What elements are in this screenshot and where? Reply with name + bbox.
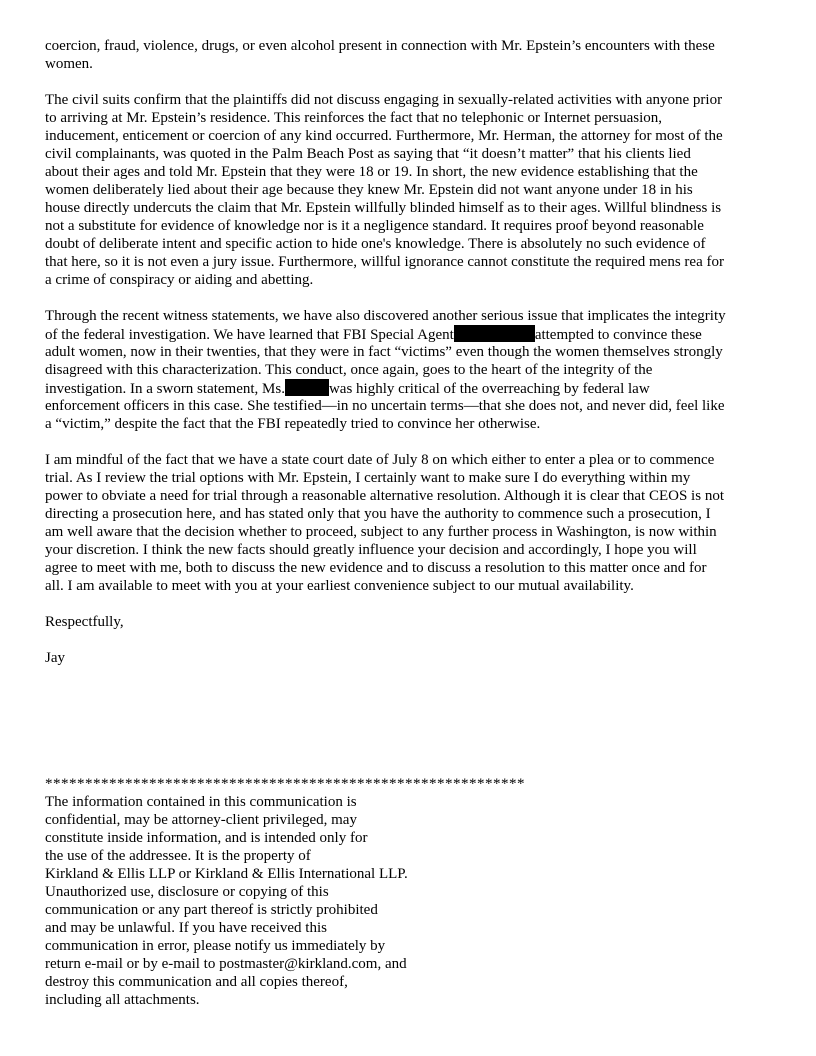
text-line: about their ages and told Mr. Epstein that they were 18 or 19. In short, the new evidence establishing that the (45, 164, 698, 180)
text-line: directing a prosecution here, and has stated only that you have the authority to commence such a prosecution, I (45, 506, 711, 522)
text-line: agree to meet with me, both to discuss the new evidence and to discuss a resolution to this matter once and for (45, 560, 707, 576)
text-line: adult women, now in their twenties, that they were in fact “victims” even though the women themselves strongly (45, 344, 723, 360)
notice-line: destroy this communication and all copies thereof, (45, 974, 348, 990)
paragraph-4 (45, 451, 773, 595)
text-line: doubt of deliberate intent and specific action to hide one's knowledge. There is absolutely no such evidence of (45, 236, 706, 252)
notice-line: confidential, may be attorney-client privileged, may (45, 812, 357, 828)
notice-line: return e-mail or by e-mail to postmaster@kirkland.com, and (45, 956, 407, 972)
notice-line: Unauthorized use, disclosure or copying of this (45, 884, 329, 900)
text-segment: was highly critical of the overreaching by federal law (328, 381, 650, 397)
text-line: enforcement officers in this case. She testified—in no uncertain terms—that she does not, and never did, feel like (45, 398, 725, 414)
redaction-block-agent-name (454, 325, 535, 342)
text-line: not a substitute for evidence of knowledge nor is it a negligence standard. It requires proof beyond reasonable (45, 218, 704, 234)
notice-line: and may be unlawful. If you have received this (45, 920, 327, 936)
text-line: to arriving at Mr. Epstein’s residence. This reinforces the fact that no telephonic or Internet persuasion, (45, 110, 663, 126)
letter-page (45, 37, 773, 1009)
notice-line: including all attachments. (45, 992, 200, 1008)
paragraph-1 (45, 37, 773, 73)
text-line: The civil suits confirm that the plaintiffs did not discuss engaging in sexually-related activities with anyone prior (45, 92, 723, 108)
text-line: a crime of conspiracy or aiding and abetting. (45, 272, 314, 288)
text-line: inducement, enticement or coercion of any kind occurred. Furthermore, Mr. Herman, the attorney for most of the (45, 128, 723, 144)
text-line-with-redaction (45, 379, 773, 397)
notice-line: constitute inside information, and is intended only for (45, 830, 368, 846)
text-line: that here, so it is not even a jury issue. Furthermore, willful ignorance cannot constitute the required mens rea for (45, 254, 724, 270)
text-line: disagreed with this characterization. This conduct, once again, goes to the heart of the integrity of the (45, 362, 653, 378)
text-line-with-redaction (45, 325, 773, 343)
text-line: women deliberately lied about their age because they knew Mr. Epstein did not want anyone under 18 in his (45, 182, 693, 198)
text-line: civil complainants, was quoted in the Palm Beach Post as saying that “it doesn’t matter” that his clients lied (45, 146, 691, 162)
notice-line: The information contained in this communication is (45, 794, 357, 810)
text-line: I am mindful of the fact that we have a state court date of July 8 on which either to enter a plea or to commence (45, 452, 715, 468)
text-segment: attempted to convince these (534, 327, 702, 343)
notice-line: the use of the addressee. It is the property of (45, 848, 311, 864)
text-line: your discretion. I think the new facts should greatly influence your decision and accordingly, I hope you will (45, 542, 697, 558)
paragraph-2 (45, 91, 773, 289)
confidentiality-notice (45, 775, 773, 1009)
notice-line: communication or any part thereof is strictly prohibited (45, 902, 378, 918)
text-segment: investigation. In a sworn statement, Ms. (45, 381, 285, 397)
redaction-block-witness-name (285, 379, 329, 396)
text-segment: of the federal investigation. We have learned that FBI Special Agent (45, 327, 454, 343)
signature-name: Jay (45, 650, 65, 666)
text-line: trial. As I review the trial options with Mr. Epstein, I certainly want to make sure I do everything within my (45, 470, 691, 486)
text-line: women. (45, 56, 93, 72)
paragraph-3 (45, 307, 773, 433)
notice-line: communication in error, please notify us immediately by (45, 938, 386, 954)
text-line: coercion, fraud, violence, drugs, or even alcohol present in connection with Mr. Epstein’s encounters with these (45, 38, 715, 54)
text-line: am well aware that the decision whether to proceed, subject to any further process in Washington, is now within (45, 524, 717, 540)
text-line: a “victim,” despite the fact that the FBI repeatedly tried to convince her otherwise. (45, 416, 541, 432)
text-line: all. I am available to meet with you at your earliest convenience subject to our mutual availability. (45, 578, 634, 594)
text-line: power to obviate a need for trial through a reasonable alternative resolution. Although it is clear that CEOS is not (45, 488, 724, 504)
closing (45, 613, 773, 631)
signature-block (45, 649, 773, 667)
text-line: Through the recent witness statements, we have also discovered another serious issue that implicates the integrity (45, 308, 726, 324)
separator-line: ************************************************************ (45, 776, 525, 792)
blank-space (45, 667, 773, 775)
notice-line: Kirkland & Ellis LLP or Kirkland & Ellis International LLP. (45, 866, 408, 882)
closing-text: Respectfully, (45, 614, 124, 630)
text-line: house directly undercuts the claim that Mr. Epstein willfully blinded himself as to their ages. Willful blindness is (45, 200, 722, 216)
